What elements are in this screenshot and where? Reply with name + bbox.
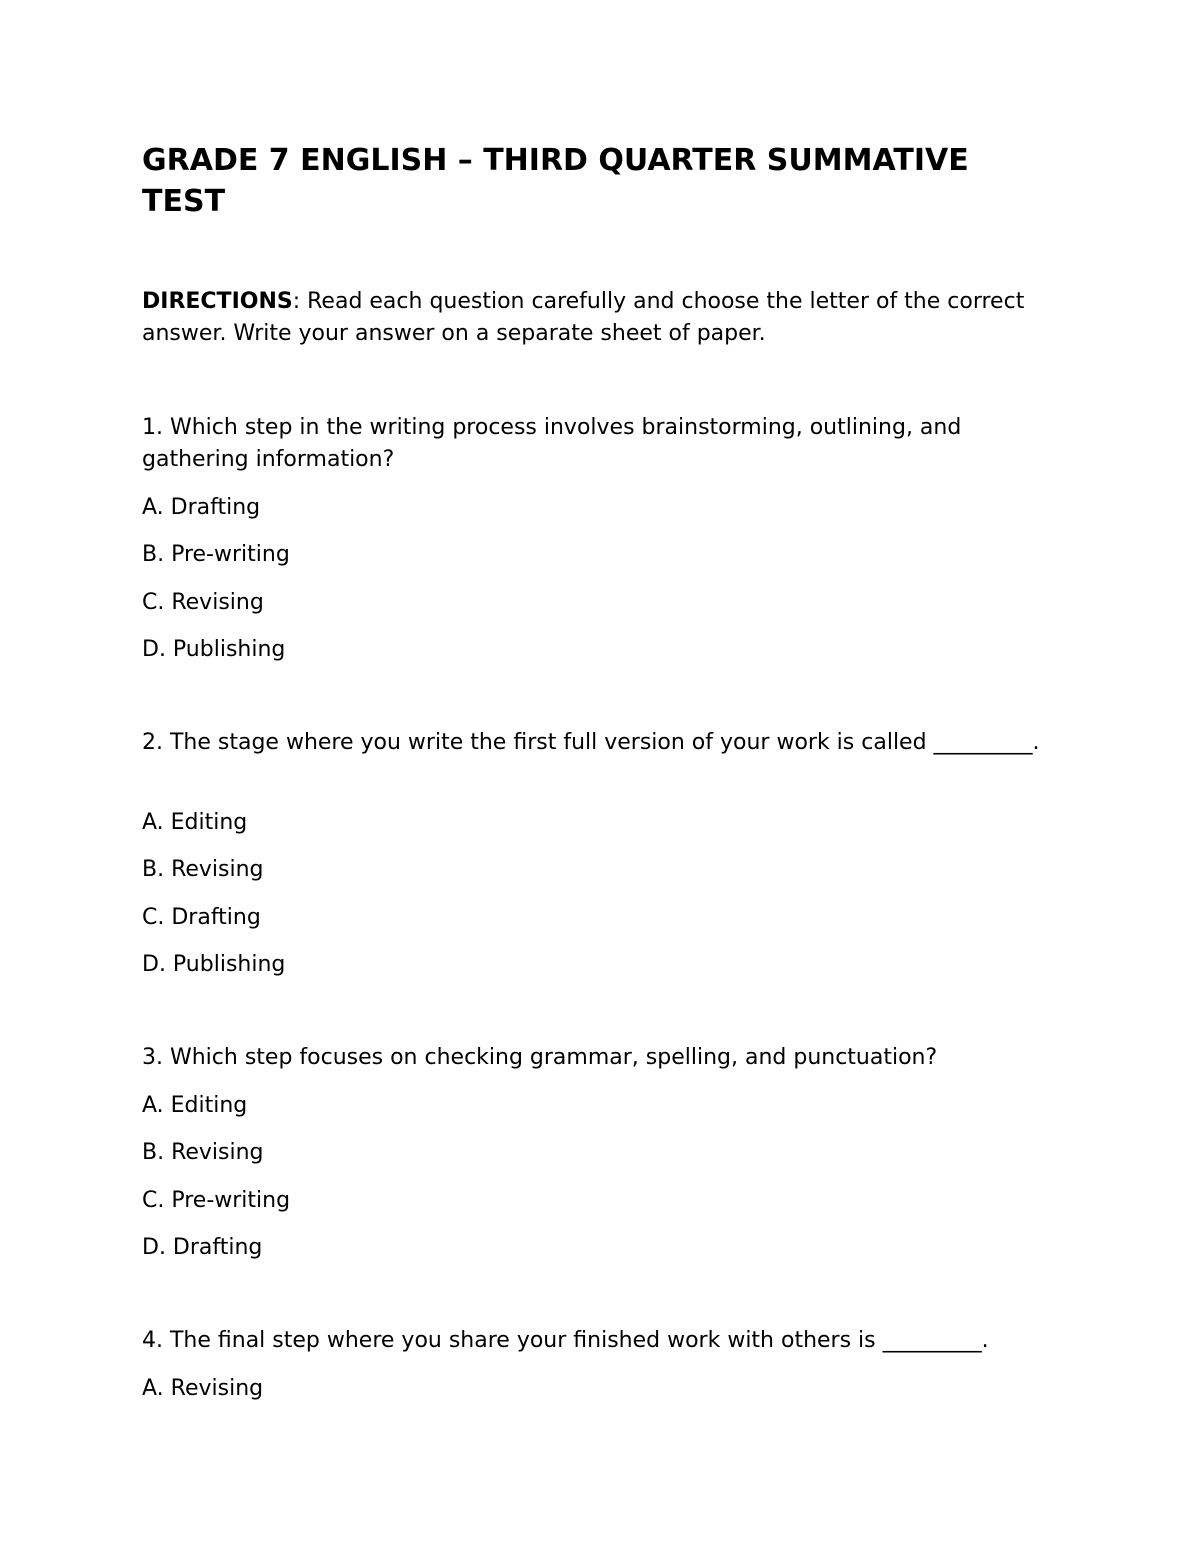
- option-c: C. Drafting: [142, 905, 261, 930]
- question-stem: 2. The stage where you write the first full version of your work is called _________.: [142, 730, 1040, 755]
- option-d: D. Publishing: [142, 952, 286, 977]
- option-b: B. Pre-writing: [142, 542, 290, 567]
- directions-text: : Read each question carefully and choose the letter of the correct answer. Write your answer on a separate sheet of paper.: [142, 289, 1025, 346]
- option-a: A. Editing: [142, 810, 248, 835]
- question-stem: 4. The final step where you share your finished work with others is _________.: [142, 1328, 989, 1353]
- option-d: D. Drafting: [142, 1235, 263, 1260]
- question-2: [142, 727, 1072, 977]
- directions-label: DIRECTIONS: [142, 289, 293, 314]
- option-a: A. Drafting: [142, 495, 261, 520]
- option-b: B. Revising: [142, 857, 264, 882]
- option-b: B. Revising: [142, 1140, 264, 1165]
- question-stem: 1. Which step in the writing process involves brainstorming, outlining, and gathering information?: [142, 415, 962, 472]
- directions: [142, 286, 1042, 350]
- option-a: A. Revising: [142, 1376, 264, 1401]
- option-a: A. Editing: [142, 1093, 248, 1118]
- question-1: [142, 412, 1072, 662]
- option-d: D. Publishing: [142, 637, 286, 662]
- question-4: [142, 1325, 1072, 1401]
- page-title: GRADE 7 ENGLISH – THIRD QUARTER SUMMATIVE TEST: [142, 143, 969, 219]
- question-stem: 3. Which step focuses on checking grammar, spelling, and punctuation?: [142, 1045, 938, 1070]
- question-3: [142, 1042, 1072, 1260]
- option-c: C. Revising: [142, 590, 264, 615]
- option-c: C. Pre-writing: [142, 1188, 291, 1213]
